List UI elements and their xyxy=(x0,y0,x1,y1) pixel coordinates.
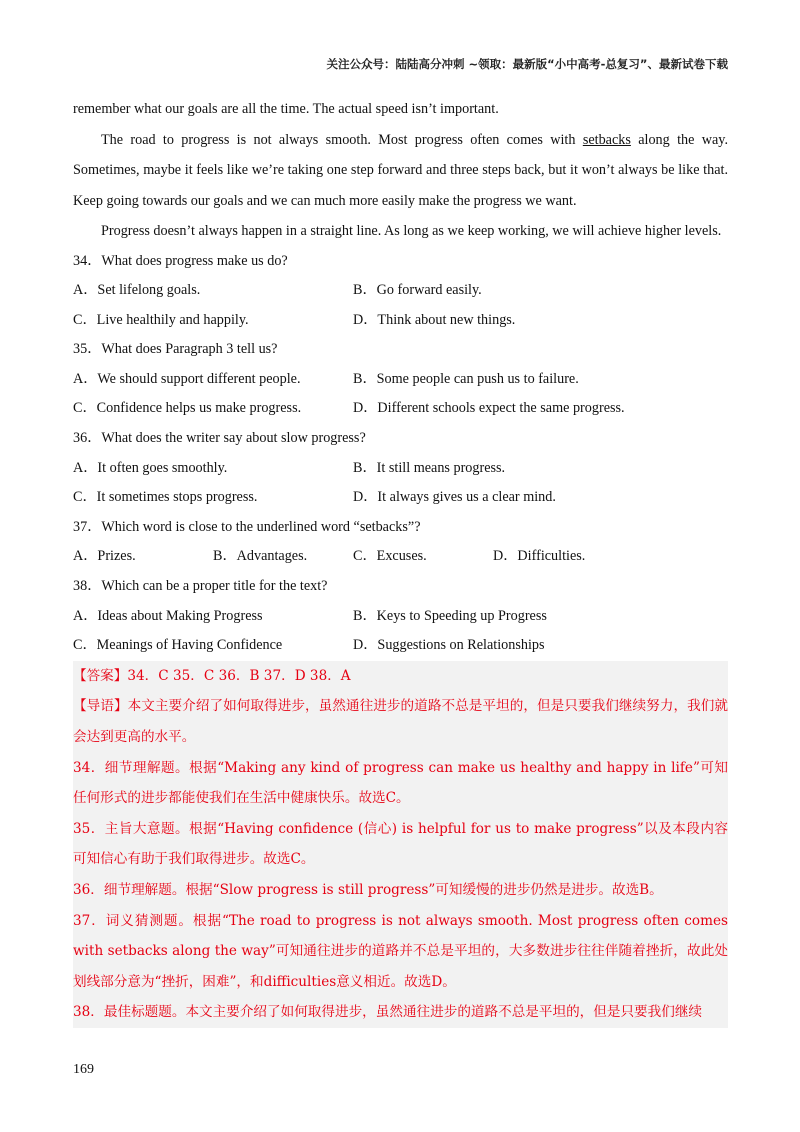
explanation-36: 36．细节理解题。根据“Slow progress is still progress”可知缓慢的进步仍然是进步。故选B。 xyxy=(73,881,663,898)
question-37 xyxy=(73,513,728,572)
option-c: C．Live healthily and happily. xyxy=(73,311,249,328)
option-b: B．Go forward easily. xyxy=(353,282,482,299)
question-stem: 36．What does the writer say about slow progress? xyxy=(73,430,366,447)
answer-key: 【答案】34．C 35．C 36．B 37．D 38．A xyxy=(73,667,351,684)
question-stem: 37．Which word is close to the underlined word “setbacks”? xyxy=(73,518,421,535)
question-38 xyxy=(73,572,728,661)
page-number: 169 xyxy=(73,1062,94,1077)
passage-text: The road to progress is not always smooth. Most progress often comes with xyxy=(101,131,583,148)
passage-paragraph: remember what our goals are all the time. The actual speed isn’t important. xyxy=(73,101,499,117)
passage-text: along the way. Sometimes, maybe it feels like we’re taking one step forward and three steps back, but it won’t always be like that. Keep going towards our goals and we can much more easily make the progress we want. xyxy=(73,131,728,209)
option-d: D．Suggestions on Relationships xyxy=(353,637,545,654)
answer-section xyxy=(73,661,728,1028)
option-a: A．Prizes. xyxy=(73,548,136,565)
option-c: C．It sometimes stops progress. xyxy=(73,489,258,506)
option-a: A．We should support different people. xyxy=(73,370,301,387)
explanation-37: 37．词义猜测题。根据“The road to progress is not always smooth. Most progress often comes with setbacks along the way”可知通往进步的道路并不总是平坦的，大多数进步往往伴随着挫折，故此处划线部分意为“挫折，困难”，和difficulties意义相近。故选D。 xyxy=(73,912,728,990)
explanation-35: 35．主旨大意题。根据“Having confidence (信心) is helpful for us to make progress”以及本段内容可知信心有助于我们取得进步。故选C。 xyxy=(73,820,728,868)
page-content xyxy=(73,94,728,1028)
option-c: C．Excuses. xyxy=(353,548,427,565)
option-d: D．Think about new things. xyxy=(353,311,516,328)
option-b: B．Advantages. xyxy=(213,548,308,565)
passage-paragraph xyxy=(73,125,728,217)
underlined-word: setbacks xyxy=(582,131,631,148)
question-stem: 35．What does Paragraph 3 tell us? xyxy=(73,341,278,358)
option-d: D．Difficulties. xyxy=(493,548,586,565)
option-c: C．Confidence helps us make progress. xyxy=(73,400,302,417)
question-34 xyxy=(73,247,728,336)
option-a: A．It often goes smoothly. xyxy=(73,459,228,476)
option-b: B．Keys to Speeding up Progress xyxy=(353,607,547,624)
question-stem: 38．Which can be a proper title for the text? xyxy=(73,578,328,595)
option-a: A．Set lifelong goals. xyxy=(73,282,201,299)
question-35 xyxy=(73,335,728,424)
option-b: B．It still means progress. xyxy=(353,459,506,476)
question-stem: 34．What does progress make us do? xyxy=(73,252,288,269)
option-b: B．Some people can push us to failure. xyxy=(353,370,579,387)
option-c: C．Meanings of Having Confidence xyxy=(73,637,283,654)
option-d: D．It always gives us a clear mind. xyxy=(353,489,556,506)
explanation-38: 38．最佳标题题。本文主要介绍了如何取得进步，虽然通往进步的道路不总是平坦的，但是只要我们继续 xyxy=(73,1004,703,1021)
option-d: D．Different schools expect the same progress. xyxy=(353,400,625,417)
option-a: A．Ideas about Making Progress xyxy=(73,607,263,624)
explanation-34: 34．细节理解题。根据“Making any kind of progress can make us healthy and happy in life”可知任何形式的进步都能使我们在生活中健康快乐。故选C。 xyxy=(73,759,728,807)
answer-guide: 【导语】本文主要介绍了如何取得进步，虽然通往进步的道路不总是平坦的，但是只要我们继续努力，我们就会达到更高的水平。 xyxy=(73,698,728,745)
passage-paragraph: Progress doesn’t always happen in a straight line. As long as we keep working, we will achieve higher levels. xyxy=(101,223,722,239)
page-header: 关注公众号：陆陆高分冲刺 ~领取：最新版“小中高考-总复习”、最新试卷下载 xyxy=(326,57,728,71)
question-36 xyxy=(73,424,728,513)
